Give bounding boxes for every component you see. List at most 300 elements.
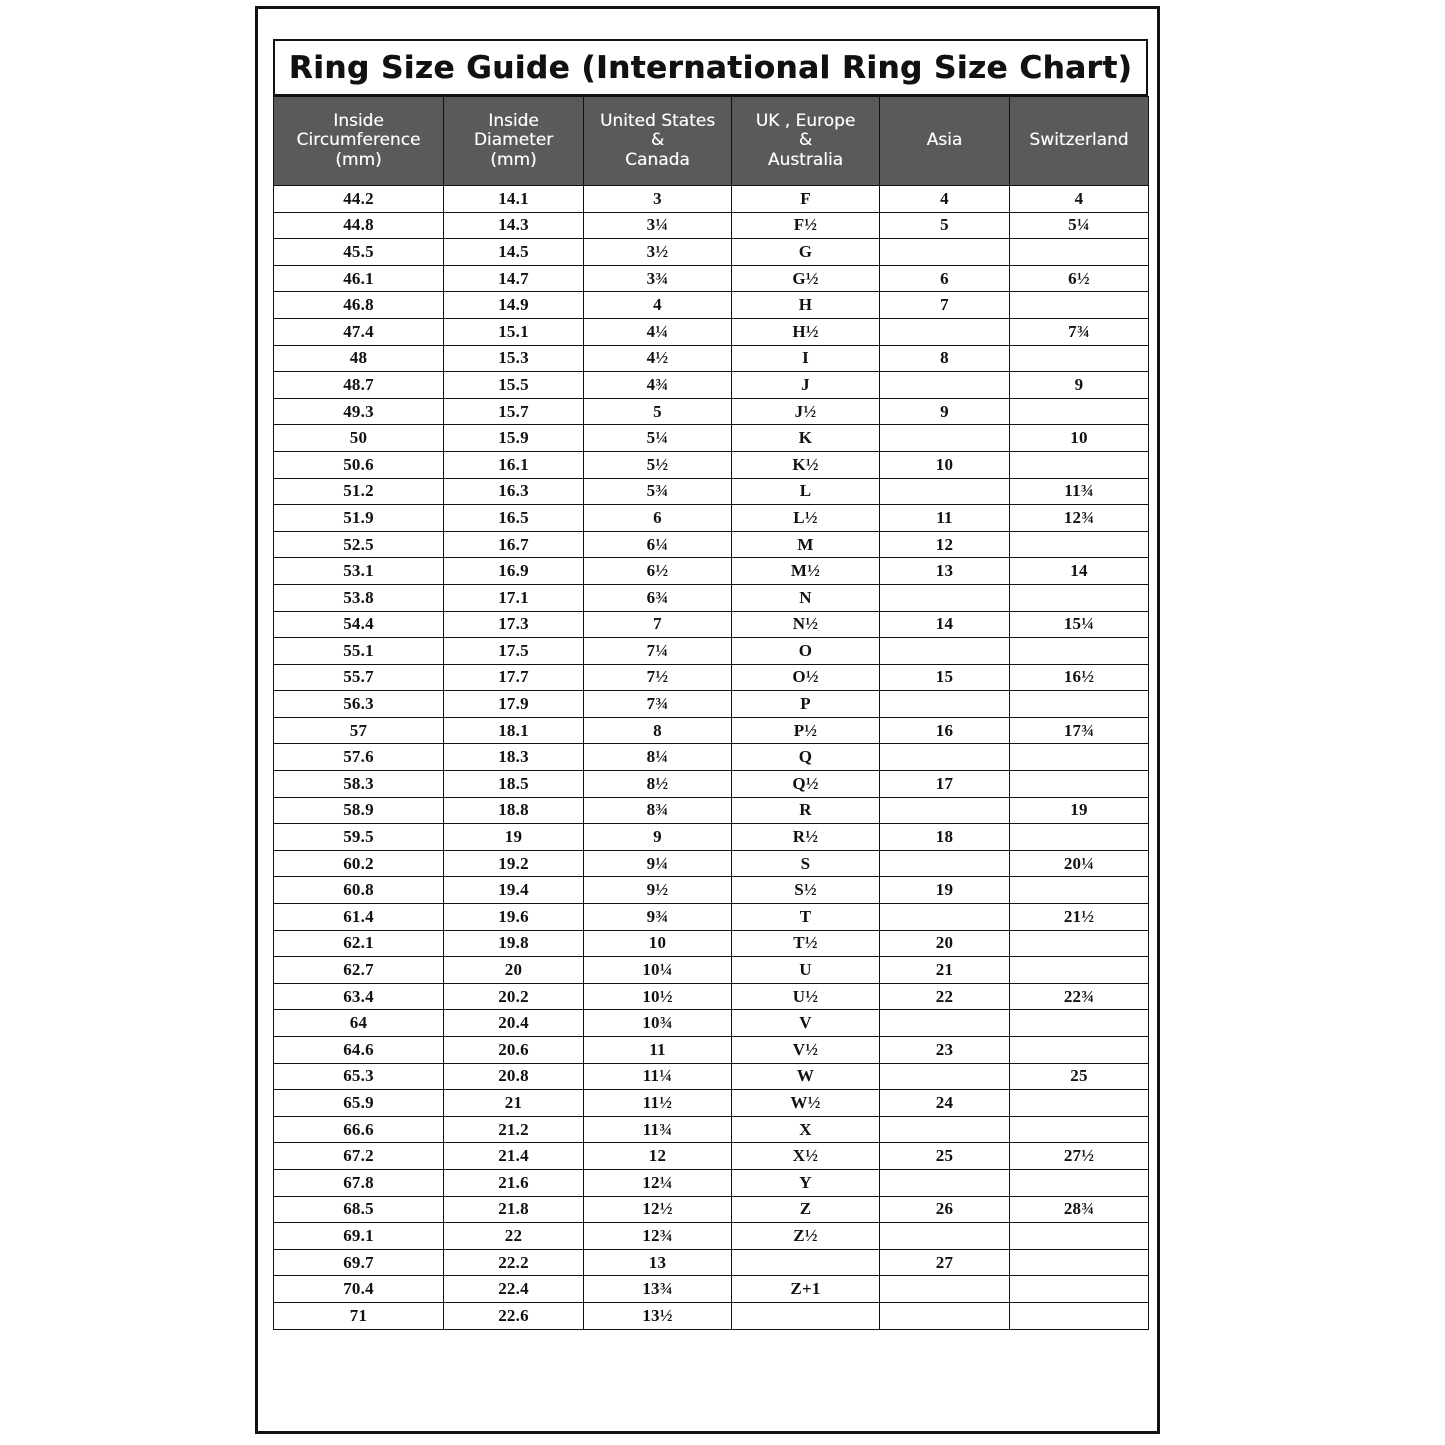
table-cell: 19.6 bbox=[444, 904, 584, 931]
table-cell: 16.7 bbox=[444, 531, 584, 558]
header-line: Canada bbox=[625, 149, 690, 170]
table-cell bbox=[880, 584, 1010, 611]
table-cell: W½ bbox=[732, 1090, 880, 1117]
table-row bbox=[274, 1037, 1149, 1064]
table-cell bbox=[1010, 1116, 1149, 1143]
table-cell: 65.3 bbox=[274, 1063, 444, 1090]
ring-size-table bbox=[273, 96, 1149, 1330]
table-cell: 7¾ bbox=[1010, 318, 1149, 345]
table-cell: 20.2 bbox=[444, 983, 584, 1010]
table-cell: 24 bbox=[880, 1090, 1010, 1117]
table-cell: V bbox=[732, 1010, 880, 1037]
table-cell: 7¼ bbox=[584, 638, 732, 665]
table-cell: 17.1 bbox=[444, 584, 584, 611]
table-cell bbox=[880, 1010, 1010, 1037]
table-cell bbox=[732, 1302, 880, 1329]
table-cell: 52.5 bbox=[274, 531, 444, 558]
table-cell: 53.8 bbox=[274, 584, 444, 611]
table-cell bbox=[1010, 1249, 1149, 1276]
table-cell: 27½ bbox=[1010, 1143, 1149, 1170]
table-cell: 51.2 bbox=[274, 478, 444, 505]
table-cell: 60.8 bbox=[274, 877, 444, 904]
table-cell: 22 bbox=[444, 1223, 584, 1250]
table-cell: 5 bbox=[584, 398, 732, 425]
table-cell bbox=[880, 425, 1010, 452]
table-cell: 17 bbox=[880, 771, 1010, 798]
table-cell: 21 bbox=[880, 957, 1010, 984]
table-cell: 68.5 bbox=[274, 1196, 444, 1223]
table-cell: 25 bbox=[880, 1143, 1010, 1170]
table-cell: 11 bbox=[880, 505, 1010, 532]
table-cell: Q bbox=[732, 744, 880, 771]
table-row bbox=[274, 824, 1149, 851]
table-cell bbox=[880, 372, 1010, 399]
table-row bbox=[274, 1169, 1149, 1196]
table-cell: 10¾ bbox=[584, 1010, 732, 1037]
table-cell: T bbox=[732, 904, 880, 931]
table-cell bbox=[1010, 345, 1149, 372]
table-cell: 5¼ bbox=[584, 425, 732, 452]
table-row bbox=[274, 186, 1149, 213]
table-cell bbox=[1010, 1276, 1149, 1303]
table-cell: 3¾ bbox=[584, 265, 732, 292]
table-cell: 10 bbox=[1010, 425, 1149, 452]
table-cell: O bbox=[732, 638, 880, 665]
table-row bbox=[274, 212, 1149, 239]
table-row bbox=[274, 478, 1149, 505]
table-cell bbox=[1010, 451, 1149, 478]
table-row bbox=[274, 1063, 1149, 1090]
table-cell: 3¼ bbox=[584, 212, 732, 239]
table-cell: 21 bbox=[444, 1090, 584, 1117]
table-cell: 21½ bbox=[1010, 904, 1149, 931]
table-cell: 6 bbox=[880, 265, 1010, 292]
table-cell bbox=[1010, 1223, 1149, 1250]
table-cell: 61.4 bbox=[274, 904, 444, 931]
table-cell: 10¼ bbox=[584, 957, 732, 984]
table-cell: Y bbox=[732, 1169, 880, 1196]
table-cell: Z bbox=[732, 1196, 880, 1223]
table-cell: H½ bbox=[732, 318, 880, 345]
table-row bbox=[274, 345, 1149, 372]
table-row bbox=[274, 797, 1149, 824]
table-cell bbox=[1010, 1169, 1149, 1196]
table-cell bbox=[1010, 1037, 1149, 1064]
header-line: Diameter bbox=[473, 130, 554, 151]
table-cell: 14.9 bbox=[444, 292, 584, 319]
table-cell: 13 bbox=[584, 1249, 732, 1276]
table-cell: L½ bbox=[732, 505, 880, 532]
table-cell: F bbox=[732, 186, 880, 213]
table-cell: 7½ bbox=[584, 664, 732, 691]
table-cell: 21.8 bbox=[444, 1196, 584, 1223]
table-row bbox=[274, 372, 1149, 399]
table-cell bbox=[1010, 877, 1149, 904]
table-header-row bbox=[274, 97, 1149, 186]
table-cell bbox=[1010, 930, 1149, 957]
header-line: Circumference bbox=[296, 130, 421, 151]
table-cell: 15 bbox=[880, 664, 1010, 691]
table-cell: 70.4 bbox=[274, 1276, 444, 1303]
table-row bbox=[274, 239, 1149, 266]
table-cell bbox=[1010, 691, 1149, 718]
table-cell: M½ bbox=[732, 558, 880, 585]
table-cell: 22 bbox=[880, 983, 1010, 1010]
table-cell: 6¾ bbox=[584, 584, 732, 611]
header-line: Switzerland bbox=[1029, 130, 1129, 151]
table-cell: 59.5 bbox=[274, 824, 444, 851]
table-cell: 14 bbox=[1010, 558, 1149, 585]
table-cell: 9 bbox=[1010, 372, 1149, 399]
table-cell: 54.4 bbox=[274, 611, 444, 638]
table-cell bbox=[880, 850, 1010, 877]
table-cell: 9½ bbox=[584, 877, 732, 904]
table-cell: 50 bbox=[274, 425, 444, 452]
table-row bbox=[274, 318, 1149, 345]
table-cell: 8½ bbox=[584, 771, 732, 798]
table-cell: 4¾ bbox=[584, 372, 732, 399]
table-cell: 9¼ bbox=[584, 850, 732, 877]
table-cell: 19 bbox=[1010, 797, 1149, 824]
table-cell: 15¼ bbox=[1010, 611, 1149, 638]
table-row bbox=[274, 877, 1149, 904]
table-cell: 9 bbox=[584, 824, 732, 851]
table-row bbox=[274, 584, 1149, 611]
table-cell: 22.6 bbox=[444, 1302, 584, 1329]
table-cell: 46.8 bbox=[274, 292, 444, 319]
table-cell: 9¾ bbox=[584, 904, 732, 931]
table-cell: 46.1 bbox=[274, 265, 444, 292]
table-cell: Z+1 bbox=[732, 1276, 880, 1303]
table-cell: 20.4 bbox=[444, 1010, 584, 1037]
table-row bbox=[274, 664, 1149, 691]
table-cell: O½ bbox=[732, 664, 880, 691]
table-cell bbox=[1010, 744, 1149, 771]
table-cell: 27 bbox=[880, 1249, 1010, 1276]
table-cell: 48.7 bbox=[274, 372, 444, 399]
header-line: (mm) bbox=[490, 149, 537, 170]
table-cell: H bbox=[732, 292, 880, 319]
table-cell: P½ bbox=[732, 717, 880, 744]
table-cell: 11¾ bbox=[1010, 478, 1149, 505]
table-cell bbox=[880, 318, 1010, 345]
table-cell: 15.1 bbox=[444, 318, 584, 345]
table-cell: Q½ bbox=[732, 771, 880, 798]
table-cell: 18.5 bbox=[444, 771, 584, 798]
table-cell: 23 bbox=[880, 1037, 1010, 1064]
table-cell: X½ bbox=[732, 1143, 880, 1170]
table-cell: 18 bbox=[880, 824, 1010, 851]
table-cell bbox=[1010, 638, 1149, 665]
table-row bbox=[274, 1090, 1149, 1117]
table-cell: 64.6 bbox=[274, 1037, 444, 1064]
table-cell: 3 bbox=[584, 186, 732, 213]
table-cell: 14.1 bbox=[444, 186, 584, 213]
table-cell bbox=[880, 1169, 1010, 1196]
table-cell bbox=[880, 1302, 1010, 1329]
table-cell: R½ bbox=[732, 824, 880, 851]
table-cell: S bbox=[732, 850, 880, 877]
chart-title-box bbox=[273, 39, 1148, 96]
table-cell: 58.3 bbox=[274, 771, 444, 798]
table-cell: 22.2 bbox=[444, 1249, 584, 1276]
table-cell: 12 bbox=[880, 531, 1010, 558]
table-cell: 17¾ bbox=[1010, 717, 1149, 744]
table-cell: I bbox=[732, 345, 880, 372]
table-cell: 16.9 bbox=[444, 558, 584, 585]
table-cell: 17.9 bbox=[444, 691, 584, 718]
table-row bbox=[274, 505, 1149, 532]
table-cell: 58.9 bbox=[274, 797, 444, 824]
table-cell bbox=[1010, 824, 1149, 851]
table-cell: G½ bbox=[732, 265, 880, 292]
table-cell: 13½ bbox=[584, 1302, 732, 1329]
table-cell: 22¾ bbox=[1010, 983, 1149, 1010]
table-row bbox=[274, 265, 1149, 292]
page-title: Ring Size Guide (International Ring Size Chart) bbox=[288, 49, 1133, 86]
table-cell: 6 bbox=[584, 505, 732, 532]
table-row bbox=[274, 558, 1149, 585]
table-cell: 67.2 bbox=[274, 1143, 444, 1170]
table-cell: 7 bbox=[880, 292, 1010, 319]
table-cell bbox=[1010, 1010, 1149, 1037]
table-cell bbox=[880, 691, 1010, 718]
table-cell: 6¼ bbox=[584, 531, 732, 558]
table-row bbox=[274, 1010, 1149, 1037]
table-cell: 13 bbox=[880, 558, 1010, 585]
table-cell bbox=[880, 1223, 1010, 1250]
table-cell: 21.6 bbox=[444, 1169, 584, 1196]
table-cell: 3½ bbox=[584, 239, 732, 266]
table-cell: 11½ bbox=[584, 1090, 732, 1117]
table-cell: V½ bbox=[732, 1037, 880, 1064]
table-cell: 66.6 bbox=[274, 1116, 444, 1143]
table-cell: 18.3 bbox=[444, 744, 584, 771]
column-header-us-canada bbox=[584, 97, 732, 186]
header-line: Inside bbox=[333, 111, 384, 132]
header-line: United States bbox=[599, 111, 716, 132]
table-body bbox=[274, 186, 1149, 1330]
table-cell: 4 bbox=[1010, 186, 1149, 213]
table-cell bbox=[880, 1116, 1010, 1143]
table-cell: 6½ bbox=[584, 558, 732, 585]
table-cell: 10 bbox=[584, 930, 732, 957]
table-cell: 44.8 bbox=[274, 212, 444, 239]
table-cell: 62.1 bbox=[274, 930, 444, 957]
table-cell: X bbox=[732, 1116, 880, 1143]
table-cell: 69.1 bbox=[274, 1223, 444, 1250]
column-header-uk-europe-australia bbox=[732, 97, 880, 186]
table-row bbox=[274, 1302, 1149, 1329]
table-cell bbox=[1010, 398, 1149, 425]
table-cell bbox=[1010, 584, 1149, 611]
table-cell: P bbox=[732, 691, 880, 718]
table-cell: 50.6 bbox=[274, 451, 444, 478]
table-cell bbox=[880, 744, 1010, 771]
table-row bbox=[274, 531, 1149, 558]
table-cell: U bbox=[732, 957, 880, 984]
table-cell: 67.8 bbox=[274, 1169, 444, 1196]
table-cell: 44.2 bbox=[274, 186, 444, 213]
column-header-inside-circumference bbox=[274, 97, 444, 186]
table-cell: 4¼ bbox=[584, 318, 732, 345]
table-cell bbox=[1010, 1302, 1149, 1329]
table-cell: 19.8 bbox=[444, 930, 584, 957]
table-cell: 5¼ bbox=[1010, 212, 1149, 239]
table-cell: 20 bbox=[880, 930, 1010, 957]
table-cell: 14.3 bbox=[444, 212, 584, 239]
table-row bbox=[274, 1249, 1149, 1276]
table-cell: K½ bbox=[732, 451, 880, 478]
table-cell: J½ bbox=[732, 398, 880, 425]
header-line: & bbox=[798, 130, 813, 151]
table-cell: 16.5 bbox=[444, 505, 584, 532]
table-cell: 20.8 bbox=[444, 1063, 584, 1090]
table-cell: 12¾ bbox=[1010, 505, 1149, 532]
table-cell: 4 bbox=[584, 292, 732, 319]
table-cell: 14.7 bbox=[444, 265, 584, 292]
table-cell: 47.4 bbox=[274, 318, 444, 345]
table-cell: 57.6 bbox=[274, 744, 444, 771]
top-border-rule bbox=[258, 6, 1157, 9]
table-cell: 18.8 bbox=[444, 797, 584, 824]
table-row bbox=[274, 451, 1149, 478]
table-cell bbox=[1010, 531, 1149, 558]
table-cell: 15.9 bbox=[444, 425, 584, 452]
table-cell: 8 bbox=[584, 717, 732, 744]
table-cell: 8¾ bbox=[584, 797, 732, 824]
table-cell: N½ bbox=[732, 611, 880, 638]
table-row bbox=[274, 717, 1149, 744]
table-cell: 22.4 bbox=[444, 1276, 584, 1303]
header-line: Australia bbox=[767, 149, 844, 170]
table-row bbox=[274, 691, 1149, 718]
table-cell: 8 bbox=[880, 345, 1010, 372]
table-cell: 62.7 bbox=[274, 957, 444, 984]
table-cell: 20¼ bbox=[1010, 850, 1149, 877]
table-cell: 69.7 bbox=[274, 1249, 444, 1276]
table-row bbox=[274, 611, 1149, 638]
table-cell: 48 bbox=[274, 345, 444, 372]
table-row bbox=[274, 1143, 1149, 1170]
table-cell: 55.1 bbox=[274, 638, 444, 665]
table-cell bbox=[1010, 292, 1149, 319]
table-cell: K bbox=[732, 425, 880, 452]
table-cell: 26 bbox=[880, 1196, 1010, 1223]
table-row bbox=[274, 1196, 1149, 1223]
table-cell bbox=[880, 797, 1010, 824]
header-line: (mm) bbox=[335, 149, 382, 170]
table-cell bbox=[1010, 239, 1149, 266]
table-cell: 20 bbox=[444, 957, 584, 984]
table-cell: T½ bbox=[732, 930, 880, 957]
table-cell: 63.4 bbox=[274, 983, 444, 1010]
table-cell: U½ bbox=[732, 983, 880, 1010]
table-row bbox=[274, 957, 1149, 984]
table-cell bbox=[880, 904, 1010, 931]
table-cell: 14 bbox=[880, 611, 1010, 638]
table-cell: 28¾ bbox=[1010, 1196, 1149, 1223]
table-cell: 12¾ bbox=[584, 1223, 732, 1250]
table-cell: G bbox=[732, 239, 880, 266]
table-cell: 17.5 bbox=[444, 638, 584, 665]
table-cell: 10 bbox=[880, 451, 1010, 478]
table-cell: 8¼ bbox=[584, 744, 732, 771]
table-cell: 20.6 bbox=[444, 1037, 584, 1064]
table-row bbox=[274, 292, 1149, 319]
table-cell: 15.7 bbox=[444, 398, 584, 425]
table-cell: 11¾ bbox=[584, 1116, 732, 1143]
table-cell: 11¼ bbox=[584, 1063, 732, 1090]
table-cell: 9 bbox=[880, 398, 1010, 425]
table-row bbox=[274, 1223, 1149, 1250]
table-cell: 5 bbox=[880, 212, 1010, 239]
table-cell: 16.1 bbox=[444, 451, 584, 478]
table-cell: 19.2 bbox=[444, 850, 584, 877]
table-cell: 11 bbox=[584, 1037, 732, 1064]
table-cell: 64 bbox=[274, 1010, 444, 1037]
table-cell: 45.5 bbox=[274, 239, 444, 266]
table-header bbox=[274, 97, 1149, 186]
table-cell: R bbox=[732, 797, 880, 824]
table-cell: 14.5 bbox=[444, 239, 584, 266]
header-line: & bbox=[650, 130, 665, 151]
table-cell: 5½ bbox=[584, 451, 732, 478]
table-row bbox=[274, 983, 1149, 1010]
table-cell: 19.4 bbox=[444, 877, 584, 904]
table-row bbox=[274, 1116, 1149, 1143]
table-row bbox=[274, 744, 1149, 771]
table-cell: 12½ bbox=[584, 1196, 732, 1223]
header-line: Inside bbox=[488, 111, 539, 132]
column-header-switzerland bbox=[1010, 97, 1149, 186]
table-cell bbox=[1010, 771, 1149, 798]
bottom-border-rule bbox=[258, 1431, 1157, 1434]
table-cell: 17.3 bbox=[444, 611, 584, 638]
table-cell: 57 bbox=[274, 717, 444, 744]
table-row bbox=[274, 425, 1149, 452]
table-cell: 5¾ bbox=[584, 478, 732, 505]
table-cell: 19 bbox=[880, 877, 1010, 904]
table-cell bbox=[1010, 1090, 1149, 1117]
header-line: Asia bbox=[926, 130, 963, 151]
table-cell bbox=[880, 239, 1010, 266]
table-cell bbox=[880, 1063, 1010, 1090]
table-cell: 16½ bbox=[1010, 664, 1149, 691]
table-cell bbox=[880, 638, 1010, 665]
table-cell: 19 bbox=[444, 824, 584, 851]
table-row bbox=[274, 850, 1149, 877]
table-cell: 10½ bbox=[584, 983, 732, 1010]
table-cell: 17.7 bbox=[444, 664, 584, 691]
table-cell: 7¾ bbox=[584, 691, 732, 718]
table-row bbox=[274, 638, 1149, 665]
table-cell: 4 bbox=[880, 186, 1010, 213]
table-row bbox=[274, 398, 1149, 425]
table-cell: 7 bbox=[584, 611, 732, 638]
table-cell: Z½ bbox=[732, 1223, 880, 1250]
table-cell: 65.9 bbox=[274, 1090, 444, 1117]
table-cell: 13¾ bbox=[584, 1276, 732, 1303]
table-cell: 21.4 bbox=[444, 1143, 584, 1170]
table-cell: 53.1 bbox=[274, 558, 444, 585]
chart-sheet bbox=[255, 6, 1160, 1434]
table-cell: 51.9 bbox=[274, 505, 444, 532]
table-cell: 60.2 bbox=[274, 850, 444, 877]
table-row bbox=[274, 904, 1149, 931]
table-cell: S½ bbox=[732, 877, 880, 904]
table-cell: 15.5 bbox=[444, 372, 584, 399]
